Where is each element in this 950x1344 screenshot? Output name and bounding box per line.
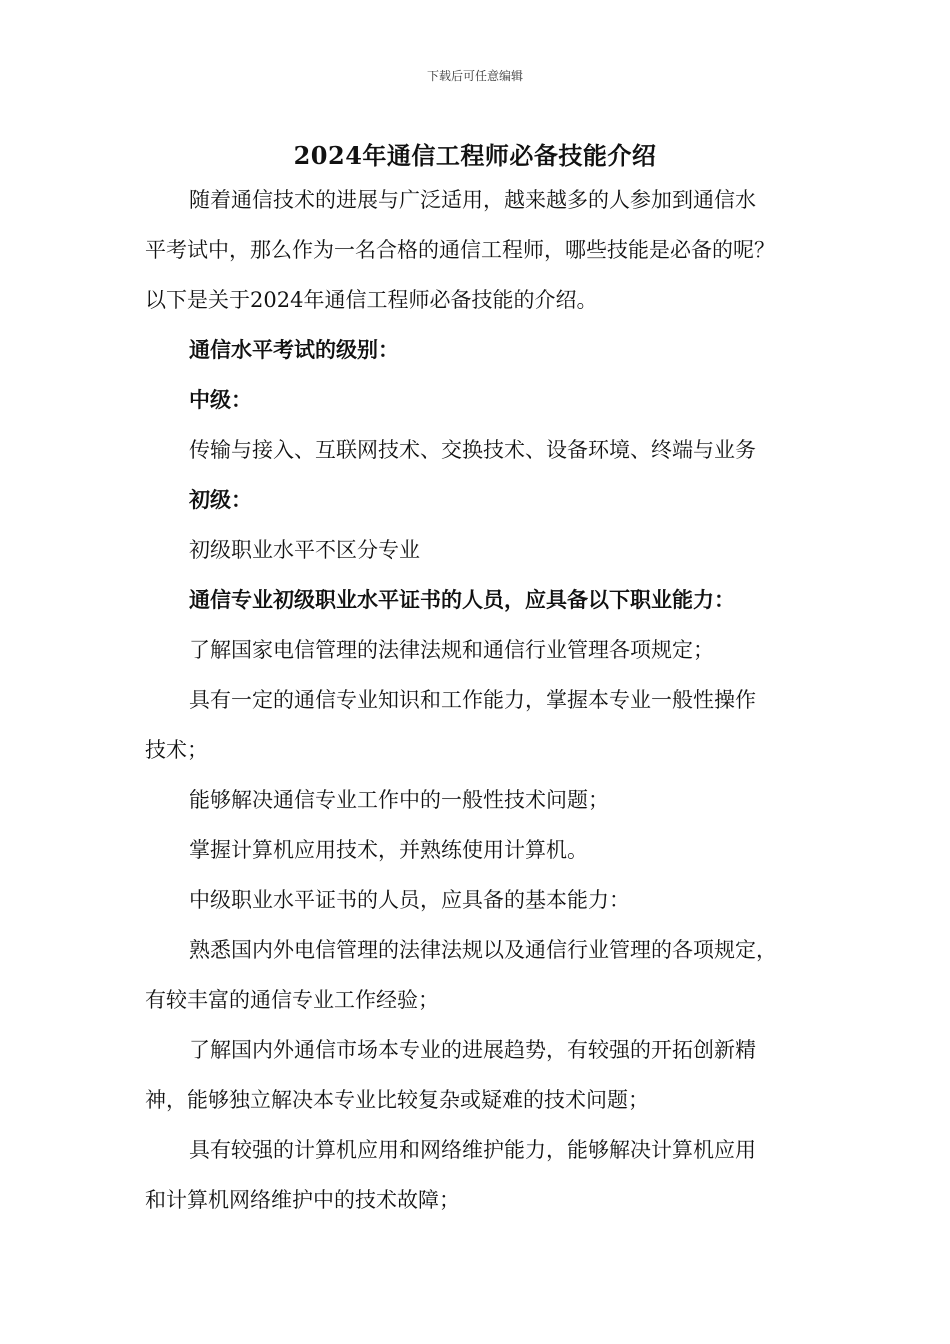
paragraph-line: 了解国家电信管理的法律法规和通信行业管理各项规定； [189, 638, 714, 662]
paragraph-line: 有较丰富的通信专业工作经验； [145, 988, 439, 1012]
paragraph-line: 平考试中，那么作为一名合格的通信工程师，哪些技能是必备的呢？ [145, 238, 775, 262]
paragraph-line: 掌握计算机应用技术，并熟练使用计算机。 [189, 838, 588, 862]
paragraph-line: 具有较强的计算机应用和网络维护能力，能够解决计算机应用 [189, 1138, 756, 1162]
paragraph-line: 能够解决通信专业工作中的一般性技术问题； [189, 788, 609, 812]
paragraph-line: 具有一定的通信专业知识和工作能力，掌握本专业一般性操作 [189, 688, 756, 712]
header-note: 下载后可任意编辑 [426, 69, 523, 83]
document-body [145, 182, 813, 1232]
paragraph-line: 随着通信技术的进展与广泛适用，越来越多的人参加到通信水 [189, 188, 756, 212]
section-heading: 通信专业初级职业水平证书的人员，应具备以下职业能力： [189, 587, 735, 612]
paragraph-line: 中级职业水平证书的人员，应具备的基本能力： [189, 888, 630, 912]
paragraph-line: 了解国内外通信市场本专业的进展趋势，有较强的开拓创新精 [189, 1038, 756, 1062]
section-heading: 初级： [189, 487, 252, 512]
paragraph-line: 以下是关于2024年通信工程师必备技能的介绍。 [145, 288, 598, 312]
paragraph-line: 初级职业水平不区分专业 [189, 538, 420, 562]
document-title: 2024年通信工程师必备技能介绍 [293, 141, 657, 170]
section-heading: 通信水平考试的级别： [189, 337, 399, 362]
paragraph-line: 传输与接入、互联网技术、交换技术、设备环境、终端与业务 [189, 438, 756, 462]
section-heading: 中级： [189, 387, 252, 412]
paragraph-line: 神，能够独立解决本专业比较复杂或疑难的技术问题； [145, 1088, 649, 1112]
paragraph-line: 熟悉国内外电信管理的法律法规以及通信行业管理的各项规定， [189, 938, 777, 962]
paragraph-line: 和计算机网络维护中的技术故障； [145, 1188, 460, 1212]
paragraph-line: 技术； [145, 738, 208, 762]
